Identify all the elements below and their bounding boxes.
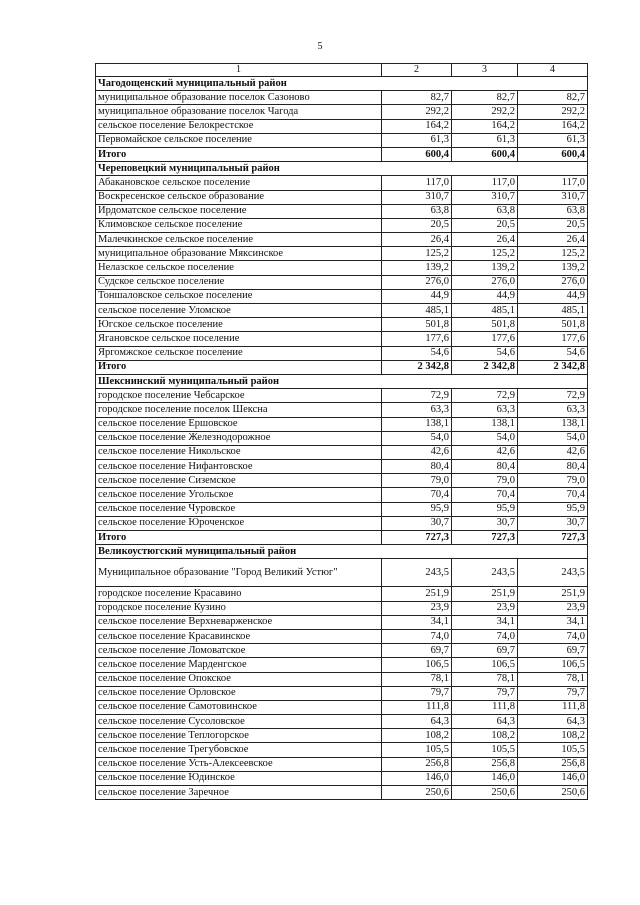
amount-cell: 79,7 (382, 686, 452, 700)
settlement-row (96, 516, 588, 530)
amount-cell: 30,7 (382, 516, 452, 530)
total-amount: 727,3 (452, 531, 518, 545)
settlement-name: Ирдоматское сельское поселение (96, 204, 382, 218)
amount-cell: 139,2 (518, 261, 588, 275)
district-header-row (96, 77, 588, 91)
settlement-name: сельское поселение Усть-Алексеевское (96, 757, 382, 771)
amount-cell: 79,7 (452, 686, 518, 700)
amount-cell: 111,8 (382, 700, 452, 714)
amount-cell: 34,1 (382, 615, 452, 629)
column-number-row (96, 64, 588, 77)
settlement-name: Первомайское сельское поселение (96, 133, 382, 147)
amount-cell: 79,0 (518, 474, 588, 488)
amount-cell: 117,0 (382, 176, 452, 190)
settlement-row (96, 757, 588, 771)
settlement-row (96, 218, 588, 232)
district-title: Шекснинский муниципальный район (96, 374, 588, 388)
amount-cell: 256,8 (518, 757, 588, 771)
amount-cell: 80,4 (452, 460, 518, 474)
amount-cell: 138,1 (382, 417, 452, 431)
total-amount: 600,4 (382, 147, 452, 161)
total-amount: 2 342,8 (382, 360, 452, 374)
amount-cell: 72,9 (518, 389, 588, 403)
amount-cell: 79,0 (452, 474, 518, 488)
amount-cell: 117,0 (452, 176, 518, 190)
settlement-row (96, 672, 588, 686)
amount-cell: 146,0 (518, 771, 588, 785)
settlement-name: сельское поселение Трегубовское (96, 743, 382, 757)
amount-cell: 44,9 (452, 289, 518, 303)
amount-cell: 80,4 (382, 460, 452, 474)
settlement-name: сельское поселение Железнодорожное (96, 431, 382, 445)
amount-cell: 74,0 (518, 629, 588, 643)
amount-cell: 256,8 (382, 757, 452, 771)
amount-cell: 42,6 (518, 445, 588, 459)
settlement-name: Климовское сельское поселение (96, 218, 382, 232)
amount-cell: 146,0 (452, 771, 518, 785)
amount-cell: 276,0 (518, 275, 588, 289)
settlement-name: сельское поселение Юроченское (96, 516, 382, 530)
amount-cell: 139,2 (382, 261, 452, 275)
settlement-row (96, 431, 588, 445)
settlement-row (96, 346, 588, 360)
amount-cell: 54,6 (518, 346, 588, 360)
amount-cell: 70,4 (518, 488, 588, 502)
settlement-name: Муниципальное образование "Город Великий Устюг" (96, 559, 382, 587)
settlement-name: муниципальное образование поселок Чагода (96, 105, 382, 119)
amount-cell: 251,9 (518, 587, 588, 601)
total-label: Итого (96, 147, 382, 161)
amount-cell: 63,3 (452, 403, 518, 417)
amount-cell: 310,7 (452, 190, 518, 204)
amount-cell: 64,3 (452, 715, 518, 729)
settlement-row (96, 743, 588, 757)
settlement-name: сельское поселение Ершовское (96, 417, 382, 431)
settlement-name: сельское поселение Сусоловское (96, 715, 382, 729)
amount-cell: 111,8 (452, 700, 518, 714)
amount-cell: 82,7 (452, 91, 518, 105)
amount-cell: 54,0 (518, 431, 588, 445)
amount-cell: 95,9 (382, 502, 452, 516)
column-number-cell: 4 (518, 64, 588, 77)
amount-cell: 485,1 (382, 304, 452, 318)
settlement-name: сельское поселение Угольское (96, 488, 382, 502)
settlement-row (96, 700, 588, 714)
column-number-cell: 1 (96, 64, 382, 77)
settlement-name: сельское поселение Никольское (96, 445, 382, 459)
amount-cell: 105,5 (382, 743, 452, 757)
amount-cell: 74,0 (382, 629, 452, 643)
amount-cell: 23,9 (452, 601, 518, 615)
settlement-row (96, 587, 588, 601)
district-header-row (96, 374, 588, 388)
settlement-row (96, 417, 588, 431)
amount-cell: 80,4 (518, 460, 588, 474)
amount-cell: 250,6 (518, 786, 588, 800)
settlement-row (96, 771, 588, 785)
settlement-row (96, 686, 588, 700)
settlement-row (96, 105, 588, 119)
amount-cell: 70,4 (382, 488, 452, 502)
amount-cell: 72,9 (382, 389, 452, 403)
settlement-name: Малечкинское сельское поселение (96, 233, 382, 247)
amount-cell: 78,1 (382, 672, 452, 686)
amount-cell: 501,8 (382, 318, 452, 332)
settlement-name: городское поселение поселок Шексна (96, 403, 382, 417)
settlement-row (96, 502, 588, 516)
settlement-name: городское поселение Кузино (96, 601, 382, 615)
amount-cell: 54,0 (382, 431, 452, 445)
amount-cell: 54,0 (452, 431, 518, 445)
settlement-row (96, 559, 588, 587)
amount-cell: 95,9 (518, 502, 588, 516)
total-row (96, 360, 588, 374)
amount-cell: 276,0 (382, 275, 452, 289)
amount-cell: 34,1 (452, 615, 518, 629)
amount-cell: 125,2 (518, 247, 588, 261)
column-number-cell: 2 (382, 64, 452, 77)
settlement-row (96, 204, 588, 218)
amount-cell: 256,8 (452, 757, 518, 771)
amount-cell: 30,7 (452, 516, 518, 530)
amount-cell: 108,2 (452, 729, 518, 743)
settlement-name: сельское поселение Уломское (96, 304, 382, 318)
settlement-row (96, 658, 588, 672)
amount-cell: 177,6 (518, 332, 588, 346)
amount-cell: 78,1 (518, 672, 588, 686)
settlement-row (96, 275, 588, 289)
total-amount: 727,3 (518, 531, 588, 545)
amount-cell: 276,0 (452, 275, 518, 289)
settlement-name: Судское сельское поселение (96, 275, 382, 289)
settlement-name: сельское поселение Сиземское (96, 474, 382, 488)
amount-cell: 125,2 (452, 247, 518, 261)
settlement-name: сельское поселение Самотовинское (96, 700, 382, 714)
settlement-row (96, 601, 588, 615)
amount-cell: 44,9 (518, 289, 588, 303)
settlement-row (96, 729, 588, 743)
amount-cell: 310,7 (382, 190, 452, 204)
amount-cell: 63,8 (382, 204, 452, 218)
amount-cell: 146,0 (382, 771, 452, 785)
amount-cell: 26,4 (452, 233, 518, 247)
settlement-name: сельское поселение Красавинское (96, 629, 382, 643)
amount-cell: 23,9 (382, 601, 452, 615)
settlement-row (96, 176, 588, 190)
district-title: Великоустюгский муниципальный район (96, 545, 588, 559)
amount-cell: 243,5 (382, 559, 452, 587)
settlement-row (96, 91, 588, 105)
amount-cell: 138,1 (518, 417, 588, 431)
amount-cell: 44,9 (382, 289, 452, 303)
settlement-row (96, 261, 588, 275)
amount-cell: 125,2 (382, 247, 452, 261)
total-amount: 600,4 (518, 147, 588, 161)
settlement-name: Яргомжское сельское поселение (96, 346, 382, 360)
settlement-row (96, 488, 588, 502)
settlement-row (96, 190, 588, 204)
settlement-name: городское поселение Красавино (96, 587, 382, 601)
district-title: Череповецкий муниципальный район (96, 162, 588, 176)
settlement-row (96, 389, 588, 403)
total-amount: 600,4 (452, 147, 518, 161)
amount-cell: 63,3 (518, 403, 588, 417)
amount-cell: 63,8 (518, 204, 588, 218)
table-body (96, 64, 588, 800)
settlement-name: сельское поселение Юдинское (96, 771, 382, 785)
column-number-cell: 3 (452, 64, 518, 77)
amount-cell: 106,5 (382, 658, 452, 672)
amount-cell: 79,7 (518, 686, 588, 700)
settlement-row (96, 318, 588, 332)
amount-cell: 250,6 (382, 786, 452, 800)
page-number: 5 (317, 41, 323, 52)
settlement-name: сельское поселение Орловское (96, 686, 382, 700)
district-header-row (96, 162, 588, 176)
total-amount: 2 342,8 (452, 360, 518, 374)
amount-cell: 501,8 (518, 318, 588, 332)
amount-cell: 23,9 (518, 601, 588, 615)
amount-cell: 95,9 (452, 502, 518, 516)
district-header-row (96, 545, 588, 559)
amount-cell: 164,2 (518, 119, 588, 133)
amount-cell: 243,5 (518, 559, 588, 587)
settlement-row (96, 289, 588, 303)
amount-cell: 61,3 (518, 133, 588, 147)
amount-cell: 177,6 (382, 332, 452, 346)
total-row (96, 531, 588, 545)
amount-cell: 310,7 (518, 190, 588, 204)
amount-cell: 61,3 (452, 133, 518, 147)
total-label: Итого (96, 531, 382, 545)
amount-cell: 69,7 (452, 644, 518, 658)
allocation-table (95, 63, 588, 800)
settlement-row (96, 332, 588, 346)
settlement-name: Югское сельское поселение (96, 318, 382, 332)
amount-cell: 20,5 (518, 218, 588, 232)
settlement-name: сельское поселение Ломоватское (96, 644, 382, 658)
amount-cell: 26,4 (518, 233, 588, 247)
amount-cell: 69,7 (382, 644, 452, 658)
settlement-row (96, 133, 588, 147)
district-title: Чагодощенский муниципальный район (96, 77, 588, 91)
amount-cell: 42,6 (452, 445, 518, 459)
amount-cell: 251,9 (382, 587, 452, 601)
settlement-row (96, 629, 588, 643)
amount-cell: 61,3 (382, 133, 452, 147)
amount-cell: 20,5 (382, 218, 452, 232)
settlement-name: Воскресенское сельское образование (96, 190, 382, 204)
settlement-name: сельское поселение Теплогорское (96, 729, 382, 743)
settlement-name: сельское поселение Заречное (96, 786, 382, 800)
settlement-name: Тоншаловское сельское поселение (96, 289, 382, 303)
amount-cell: 42,6 (382, 445, 452, 459)
settlement-name: муниципальное образование поселок Сазоново (96, 91, 382, 105)
amount-cell: 106,5 (452, 658, 518, 672)
amount-cell: 64,3 (518, 715, 588, 729)
amount-cell: 74,0 (452, 629, 518, 643)
amount-cell: 485,1 (518, 304, 588, 318)
amount-cell: 72,9 (452, 389, 518, 403)
settlement-row (96, 786, 588, 800)
settlement-row (96, 403, 588, 417)
amount-cell: 139,2 (452, 261, 518, 275)
amount-cell: 250,6 (452, 786, 518, 800)
settlement-name: Абакановское сельское поселение (96, 176, 382, 190)
amount-cell: 79,0 (382, 474, 452, 488)
amount-cell: 105,5 (452, 743, 518, 757)
settlement-row (96, 715, 588, 729)
settlement-name: сельское поселение Чуровское (96, 502, 382, 516)
amount-cell: 164,2 (382, 119, 452, 133)
amount-cell: 30,7 (518, 516, 588, 530)
amount-cell: 111,8 (518, 700, 588, 714)
settlement-name: сельское поселение Нифантовское (96, 460, 382, 474)
amount-cell: 63,3 (382, 403, 452, 417)
amount-cell: 82,7 (382, 91, 452, 105)
settlement-row (96, 474, 588, 488)
amount-cell: 108,2 (382, 729, 452, 743)
amount-cell: 292,2 (518, 105, 588, 119)
amount-cell: 138,1 (452, 417, 518, 431)
amount-cell: 54,6 (452, 346, 518, 360)
amount-cell: 105,5 (518, 743, 588, 757)
settlement-row (96, 304, 588, 318)
amount-cell: 82,7 (518, 91, 588, 105)
amount-cell: 26,4 (382, 233, 452, 247)
settlement-name: городское поселение Чебсарское (96, 389, 382, 403)
settlement-row (96, 644, 588, 658)
settlement-name: сельское поселение Марденгское (96, 658, 382, 672)
amount-cell: 117,0 (518, 176, 588, 190)
settlement-name: Ягановское сельское поселение (96, 332, 382, 346)
amount-cell: 243,5 (452, 559, 518, 587)
total-amount: 727,3 (382, 531, 452, 545)
amount-cell: 78,1 (452, 672, 518, 686)
amount-cell: 164,2 (452, 119, 518, 133)
amount-cell: 34,1 (518, 615, 588, 629)
amount-cell: 106,5 (518, 658, 588, 672)
amount-cell: 177,6 (452, 332, 518, 346)
total-label: Итого (96, 360, 382, 374)
amount-cell: 108,2 (518, 729, 588, 743)
settlement-row (96, 233, 588, 247)
settlement-row (96, 460, 588, 474)
settlement-row (96, 615, 588, 629)
amount-cell: 501,8 (452, 318, 518, 332)
amount-cell: 292,2 (452, 105, 518, 119)
settlement-row (96, 119, 588, 133)
settlement-name: сельское поселение Опокское (96, 672, 382, 686)
amount-cell: 69,7 (518, 644, 588, 658)
amount-cell: 485,1 (452, 304, 518, 318)
amount-cell: 20,5 (452, 218, 518, 232)
settlement-name: сельское поселение Верхневарженское (96, 615, 382, 629)
amount-cell: 64,3 (382, 715, 452, 729)
settlement-name: муниципальное образование Мяксинское (96, 247, 382, 261)
amount-cell: 292,2 (382, 105, 452, 119)
settlement-row (96, 445, 588, 459)
total-row (96, 147, 588, 161)
amount-cell: 54,6 (382, 346, 452, 360)
settlement-name: сельское поселение Белокрестское (96, 119, 382, 133)
amount-cell: 63,8 (452, 204, 518, 218)
amount-cell: 251,9 (452, 587, 518, 601)
settlement-row (96, 247, 588, 261)
total-amount: 2 342,8 (518, 360, 588, 374)
amount-cell: 70,4 (452, 488, 518, 502)
settlement-name: Нелазское сельское поселение (96, 261, 382, 275)
